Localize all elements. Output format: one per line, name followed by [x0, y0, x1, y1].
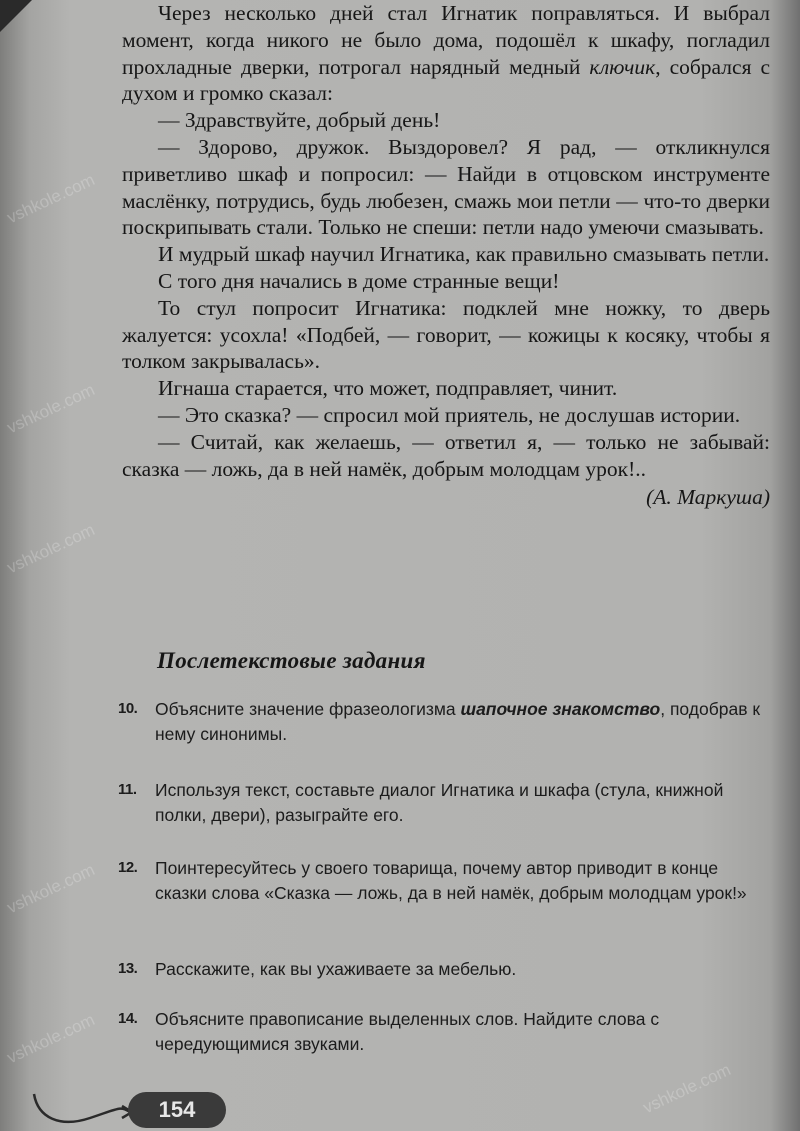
task-number: 12.: [118, 859, 138, 876]
page-number: 154: [128, 1092, 226, 1128]
story-paragraph: — Это сказка? — спросил мой приятель, не дослушав истории.: [158, 402, 741, 427]
watermark: vshkole.com: [4, 380, 98, 438]
task-item: [118, 1007, 770, 1056]
task-item: [118, 856, 770, 905]
task-text: Объясните значение фразеологизма шапочное знакомство, подобрав к нему синонимы.: [155, 699, 761, 744]
page-footer: [30, 1088, 210, 1131]
task-text: Расскажите, как вы ухаживаете за мебелью.: [155, 959, 517, 979]
task-number: 13.: [118, 960, 138, 977]
story-paragraph: И мудрый шкаф научил Игнатика, как правильно смазывать петли.: [158, 242, 770, 267]
story-paragraph: — Считай, как желаешь, — ответил я, — только не забывай: сказка — ложь, да в ней намёк, добрым молодцам урок!..: [122, 429, 770, 481]
task-number: 14.: [118, 1010, 138, 1027]
task-item: [118, 957, 770, 982]
page-corner: [0, 0, 32, 32]
watermark: vshkole.com: [4, 860, 98, 918]
story-paragraph: С того дня начались в доме странные вещи!: [158, 268, 560, 293]
story-text: [122, 0, 770, 511]
story-paragraph: Через несколько дней стал Игнатик поправляться. И выбрал момент, когда никого не было дома, подошёл к шкафу, погладил прохладные дверки, потрогал нарядный медный ключик, собрался с духом и громко сказал:: [122, 1, 771, 106]
watermark: vshkole.com: [4, 1010, 98, 1068]
task-item: [118, 778, 770, 827]
story-paragraph: — Здравствуйте, добрый день!: [158, 108, 441, 133]
task-number: 11.: [118, 781, 137, 798]
task-text: Объясните правописание выделенных слов. Найдите слова с чередующимися звуками.: [155, 1009, 660, 1054]
task-number: 10.: [118, 700, 138, 717]
task-text: Используя текст, составьте диалог Игнатика и шкафа (стула, книжной полки, двери), разыграйте его.: [155, 780, 724, 825]
story-author: (А. Маркуша): [646, 485, 770, 510]
watermark: vshkole.com: [640, 1060, 734, 1118]
task-text: Поинтересуйтесь у своего товарища, почему автор приводит в конце сказки слова «Сказка — ложь, да в ней намёк, добрым молодцам урок!»: [155, 858, 747, 903]
watermark: vshkole.com: [4, 520, 98, 578]
task-item: [118, 697, 770, 746]
story-paragraph: То стул попросит Игнатика: подклей мне ножку, то дверь жалуется: усохла! «Подбей, — говорит, — кожицы к косяку, чтобы я толком закрывалась».: [122, 295, 770, 374]
story-paragraph: — Здорово, дружок. Выздоровел? Я рад, — откликнулся приветливо шкаф и попросил: — Найди в отцовском инструменте маслёнку, потрудись, будь любезен, смажь мои петли — что-то дверки поскрипывать стали. Только не спеши: петли надо умеючи смазывать.: [122, 134, 770, 240]
story-paragraph: Игнаша старается, что может, подправляет, чинит.: [158, 376, 618, 401]
swoosh-arrow-icon: [30, 1088, 140, 1131]
phrase-term: шапочное знакомство: [460, 699, 661, 719]
highlighted-word: ключик: [589, 54, 656, 79]
section-title: Послетекстовые задания: [157, 648, 426, 673]
watermark: vshkole.com: [4, 170, 98, 228]
